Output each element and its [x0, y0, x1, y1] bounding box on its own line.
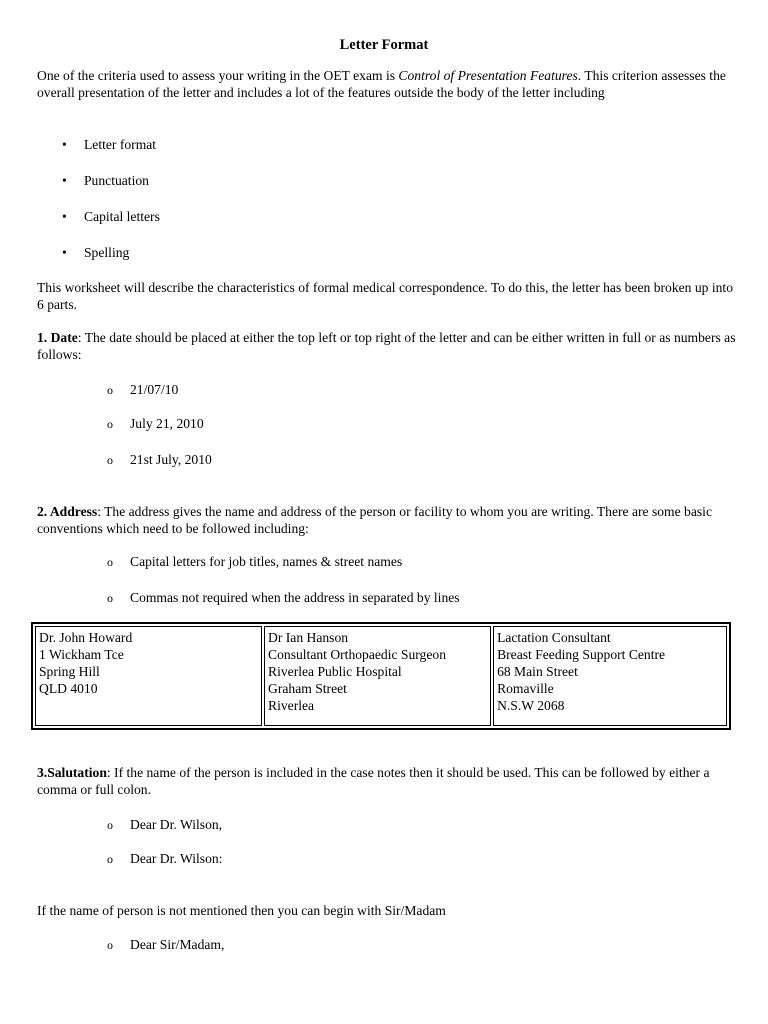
address-line: Riverlea: [268, 698, 315, 713]
address-section-paragraph: [37, 503, 737, 537]
address-line: Graham Street: [268, 681, 347, 696]
address-heading: 2. Address: [37, 504, 98, 519]
address-line: Breast Feeding Support Centre: [497, 647, 666, 662]
address-line: Dr. John Howard: [39, 630, 133, 645]
circle-marker: o: [107, 555, 113, 569]
circle-marker: o: [107, 591, 113, 605]
date-example: 21/07/10: [130, 382, 179, 397]
feature-item: Spelling: [84, 245, 130, 260]
address-line: Riverlea Public Hospital: [268, 664, 402, 679]
worksheet-paragraph: This worksheet will describe the characteristics of formal medical correspondence. To do this, the letter has been broken up into 6 parts.: [37, 280, 734, 312]
intro-text-after: . This criterion assesses the overall presentation of the letter and includes a lot of the features outside the body of the letter including: [37, 68, 726, 100]
address-convention: Capital letters for job titles, names & street names: [130, 554, 403, 569]
address-line: QLD 4010: [39, 681, 98, 696]
table-row: [35, 626, 727, 726]
address-line: Spring Hill: [39, 664, 100, 679]
date-text: : The date should be placed at either the top left or top right of the letter and can be either written in full or as numbers as follows:: [37, 330, 736, 362]
address-line: Dr Ian Hanson: [268, 630, 349, 645]
feature-item: Punctuation: [84, 173, 149, 188]
address-cell: [35, 626, 262, 726]
circle-marker: o: [107, 383, 113, 397]
date-heading: 1. Date: [37, 330, 78, 345]
address-cell: [493, 626, 727, 726]
circle-marker: o: [107, 938, 113, 952]
address-line: N.S.W 2068: [497, 698, 565, 713]
circle-marker: o: [107, 852, 113, 866]
feature-item: Capital letters: [84, 209, 160, 224]
feature-item: Letter format: [84, 137, 157, 152]
circle-marker: o: [107, 453, 113, 467]
address-convention: Commas not required when the address in separated by lines: [130, 590, 460, 605]
date-section-paragraph: [37, 329, 737, 363]
address-line: 68 Main Street: [497, 664, 578, 679]
address-line: Consultant Orthopaedic Surgeon: [268, 647, 446, 662]
bullet-marker: •: [62, 209, 67, 224]
salutation-text: : If the name of the person is included in the case notes then it should be used. This can be followed by either a comma or full colon.: [37, 765, 710, 797]
unknown-name-paragraph: If the name of person is not mentioned then you can begin with Sir/Madam: [37, 903, 446, 918]
circle-marker: o: [107, 417, 113, 431]
bullet-marker: •: [62, 137, 67, 152]
address-line: Lactation Consultant: [497, 630, 611, 645]
circle-marker: o: [107, 818, 113, 832]
address-text: : The address gives the name and address of the person or facility to whom you are writing. There are some basic conventions which need to be followed including:: [37, 504, 712, 536]
salutation-example: Dear Dr. Wilson:: [130, 851, 223, 866]
address-line: 1 Wickham Tce: [39, 647, 124, 662]
date-example: 21st July, 2010: [130, 452, 212, 467]
salutation-section-paragraph: [37, 764, 737, 798]
date-example: July 21, 2010: [130, 416, 204, 431]
page-title: Letter Format: [339, 37, 429, 53]
intro-text-before: One of the criteria used to assess your writing in the OET exam is: [37, 68, 399, 83]
salutation-heading: 3.Salutation: [37, 765, 107, 780]
bullet-marker: •: [62, 173, 67, 188]
address-cell: [264, 626, 491, 726]
salutation-example: Dear Sir/Madam,: [130, 937, 225, 952]
address-examples-table: [31, 622, 731, 730]
salutation-example: Dear Dr. Wilson,: [130, 817, 223, 832]
address-line: Romaville: [497, 681, 554, 696]
intro-paragraph: [37, 67, 737, 101]
bullet-marker: •: [62, 245, 67, 260]
intro-emphasis: Control of Presentation Features: [398, 68, 578, 83]
